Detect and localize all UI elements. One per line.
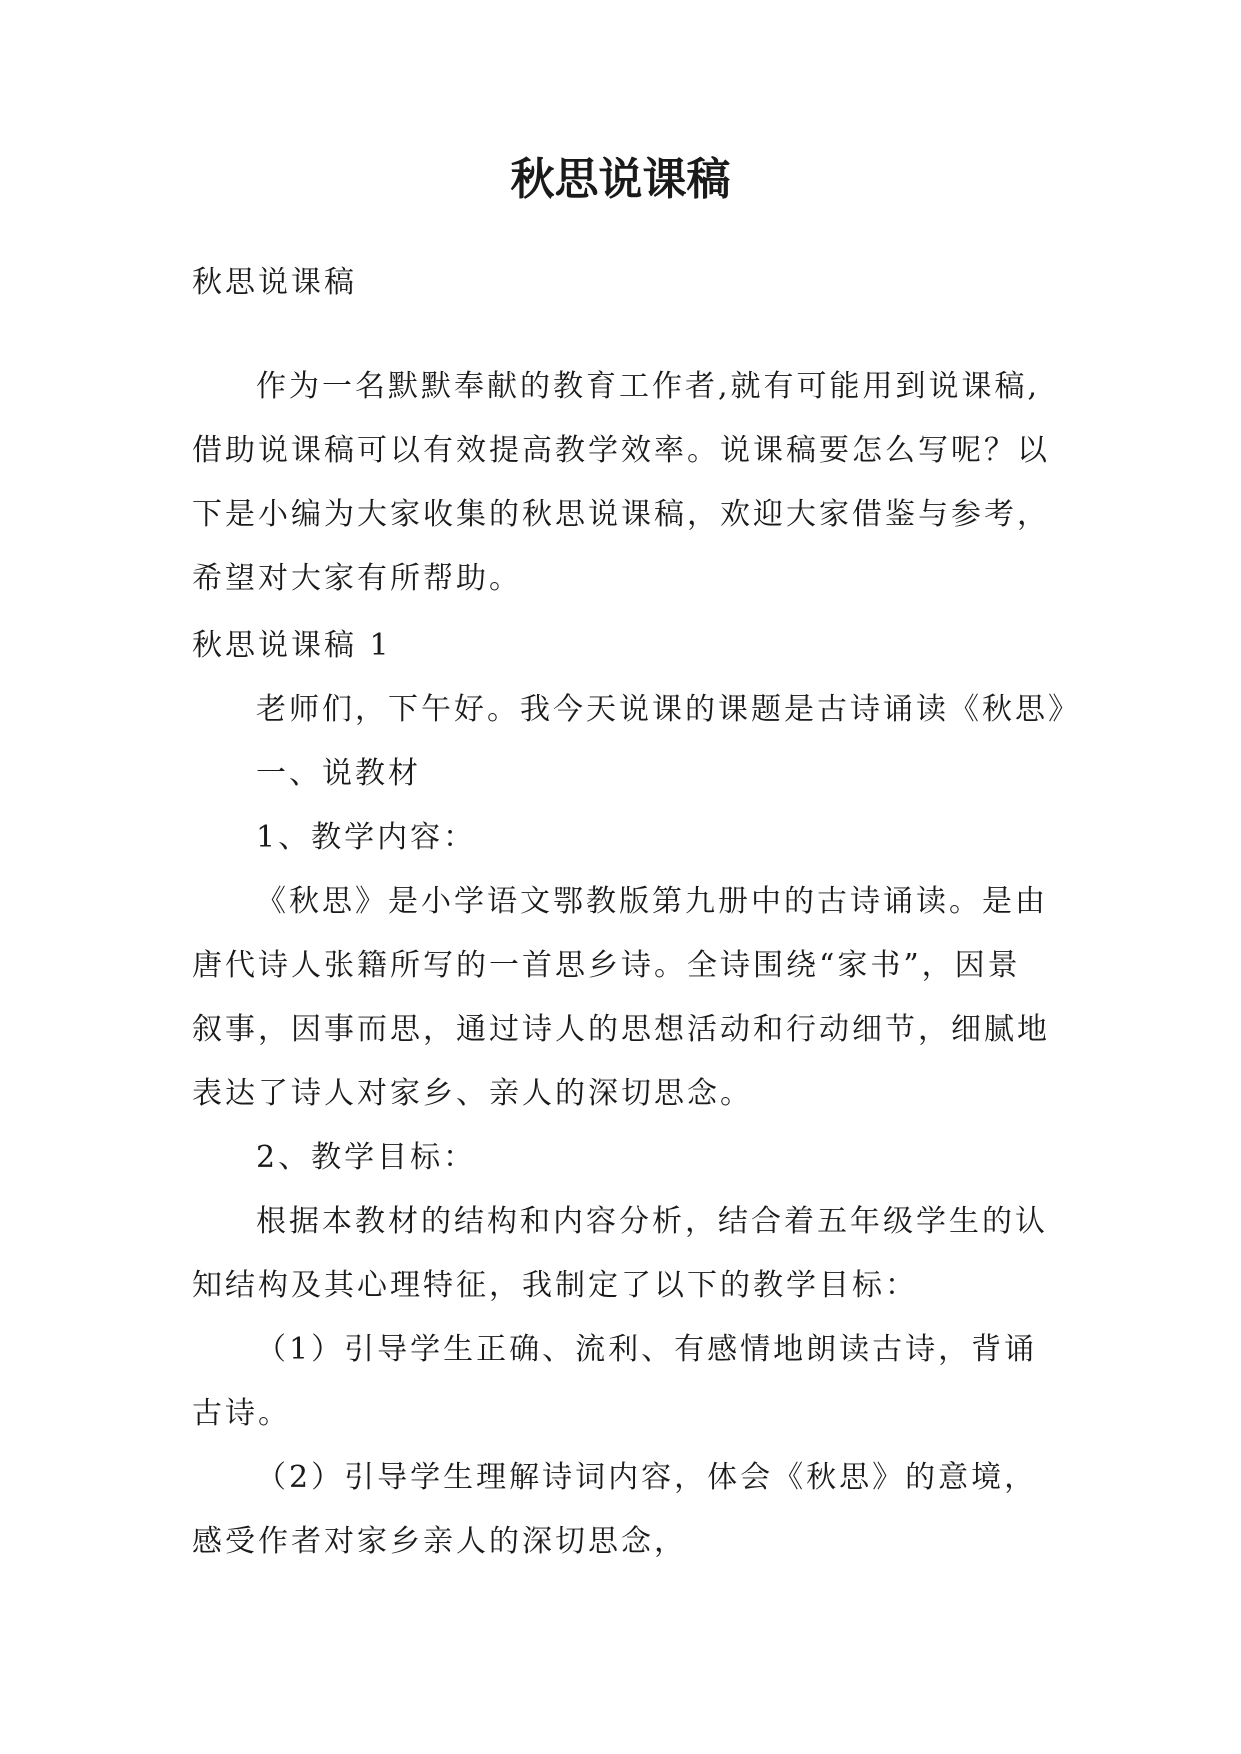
intro-paragraph: [192, 355, 1052, 611]
text-line: 《秋思》是小学语文鄂教版第九册中的古诗诵读。是由: [256, 884, 1048, 919]
text-line: 唐代诗人张籍所写的一首思乡诗。全诗围绕“家书”，因景: [192, 948, 1021, 983]
text-line: 叙事，因事而思，通过诗人的思想活动和行动细节，细腻地: [192, 1012, 1050, 1047]
body-block: [192, 678, 1081, 1574]
text-line: 根据本教材的结构和内容分析，结合着五年级学生的认: [256, 1204, 1048, 1239]
text-line: 希望对大家有所帮助。: [192, 561, 522, 596]
greeting-line: 老师们，下午好。我今天说课的课题是古诗诵读《秋思》: [256, 692, 1081, 727]
text-line: 借助说课稿可以有效提高教学效率。说课稿要怎么写呢？以: [192, 433, 1050, 468]
text-line: 作为一名默默奉献的教育工作者,就有可能用到说课稿,: [256, 369, 1041, 404]
goal-item: （1）引导学生正确、流利、有感情地朗读古诗，背诵: [256, 1332, 1038, 1367]
document-subtitle: 秋思说课稿: [192, 265, 357, 300]
goal-item: （2）引导学生理解诗词内容，体会《秋思》的意境，: [256, 1460, 1038, 1495]
item-heading: 2、教学目标：: [256, 1140, 477, 1175]
part-heading: 一、说教材: [256, 756, 421, 791]
text-line: 表达了诗人对家乡、亲人的深切思念。: [192, 1076, 753, 1111]
section-heading: 秋思说课稿 1: [192, 628, 392, 663]
text-line: 古诗。: [192, 1396, 291, 1431]
text-line: 下是小编为大家收集的秋思说课稿，欢迎大家借鉴与参考，: [192, 497, 1050, 532]
document-title: 秋思说课稿: [510, 154, 731, 205]
text-line: 感受作者对家乡亲人的深切思念，: [192, 1524, 687, 1559]
item-heading: 1、教学内容：: [256, 820, 477, 855]
text-line: 知结构及其心理特征，我制定了以下的教学目标：: [192, 1268, 918, 1303]
